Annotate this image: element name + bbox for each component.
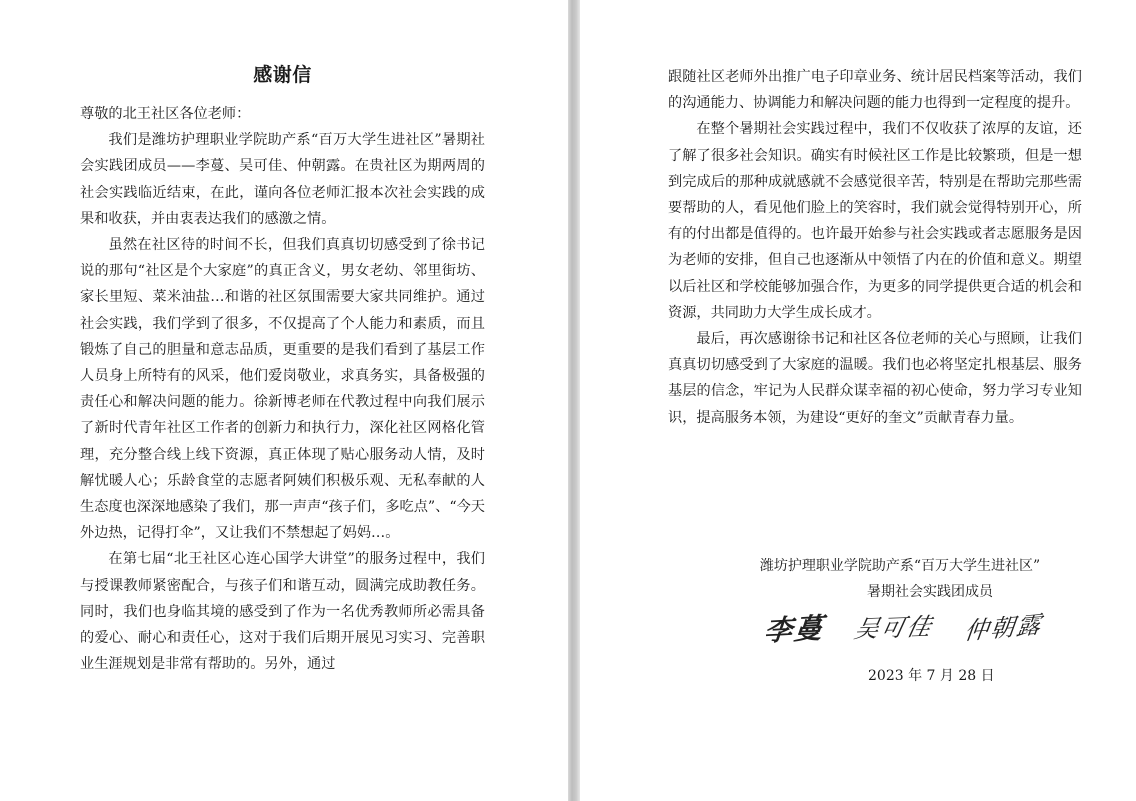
paragraph-continuation: 跟随社区老师外出推广电子印章业务、统计居民档案等活动，我们的沟通能力、协调能力和解决问题的能力也得到一定程度的提升。 (668, 69, 1082, 112)
sign-organization: 潍坊护理职业学院助产系“百万大学生进社区” (759, 558, 1041, 574)
sign-team: 暑期社会实践团成员 (867, 584, 993, 600)
paragraph-reflection: 在整个暑期社会实践过程中，我们不仅收获了浓厚的友谊，还了解了很多社会知识。确实有时候社区工作是比较繁琐，但是一想到完成后的那种成就感就不会感觉很辛苦，特别是在帮助完那些需要帮助的人，看见他们脸上的笑容时，我们就会觉得特别开心，所有的付出都是值得的。也许最开始参与社会实践或者志愿服务是因为老师的安排，但自己也逐渐从中领悟了内在的价值和意义。期望以后社区和学校能够加强合作，为更多的同学提供更合适的机会和资源，共同助力大学生成长成才。 (668, 121, 1082, 321)
paragraph-intro: 我们是潍坊护理职业学院助产系“百万大学生进社区”暑期社会实践团成员——李蔓、吴可佳、仲朝露。在贵社区为期两周的社会实践临近结束，在此，谨向各位老师汇报本次社会实践的成果和收获，并由衷表达我们的感激之情。 (80, 132, 485, 227)
signature-block (700, 553, 1100, 605)
signature-wu-kejia: 吴可佳 (851, 612, 936, 644)
paragraph-lecture-hall: 在第七届“北王社区心连心国学大讲堂”的服务过程中，我们与授课教师紧密配合，与孩子们和谐互动，圆满完成助教任务。同时，我们也身临其境的感受到了作为一名优秀教师所必需具备的爱心、耐心和责任心，这对于我们后期开展见习实习、完善职业生涯规划是非常有帮助的。另外，通过 (80, 551, 485, 673)
handwritten-signatures (764, 608, 1064, 656)
signature-zhong-zhaolu: 仲朝露 (962, 610, 1045, 646)
paragraph-experience: 虽然在社区待的时间不长，但我们真真切切感受到了徐书记说的那句“社区是个大家庭”的真正含义，男女老幼、邻里街坊、家长里短、菜米油盐…和谐的社区氛围需要大家共同维护。通过社会实践，我们学到了很多，不仅提高了个人能力和素质，而且锻炼了自己的胆量和意志品质，更重要的是我们看到了基层工作人员身上所特有的风采，他们爱岗敬业，求真务实，具备极强的责任心和解决问题的能力。徐新博老师在代教过程中向我们展示了新时代青年社区工作者的创新力和执行力，深化社区网格化管理，充分整合线上线下资源，真正体现了贴心服务动人情，及时解忧暖人心；乐龄食堂的志愿者阿姨们积极乐观、无私奉献的人生态度也深深地感染了我们，那一声声“孩子们，多吃点”、“今天外边热，记得打伞”，又让我们不禁想起了妈妈…。 (80, 237, 485, 542)
page-gutter-divider (568, 0, 580, 801)
paragraph-closing: 最后，再次感谢徐书记和社区各位老师的关心与照顾，让我们真真切切感受到了大家庭的温暖。我们也必将坚定扎根基层、服务基层的信念，牢记为人民群众谋幸福的初心使命，努力学习专业知识，提高服务本领，为建设“更好的奎文”贡献青春力量。 (668, 331, 1082, 426)
right-text-column (668, 64, 1082, 431)
letter-title: 感谢信 (253, 64, 312, 86)
salutation: 尊敬的北王社区各位老师： (80, 106, 251, 122)
letter-date: 2023 年 7 月 28 日 (868, 668, 995, 684)
left-text-column (80, 101, 485, 677)
right-page (580, 0, 1136, 801)
signature-li-man: 李蔓 (762, 611, 826, 648)
